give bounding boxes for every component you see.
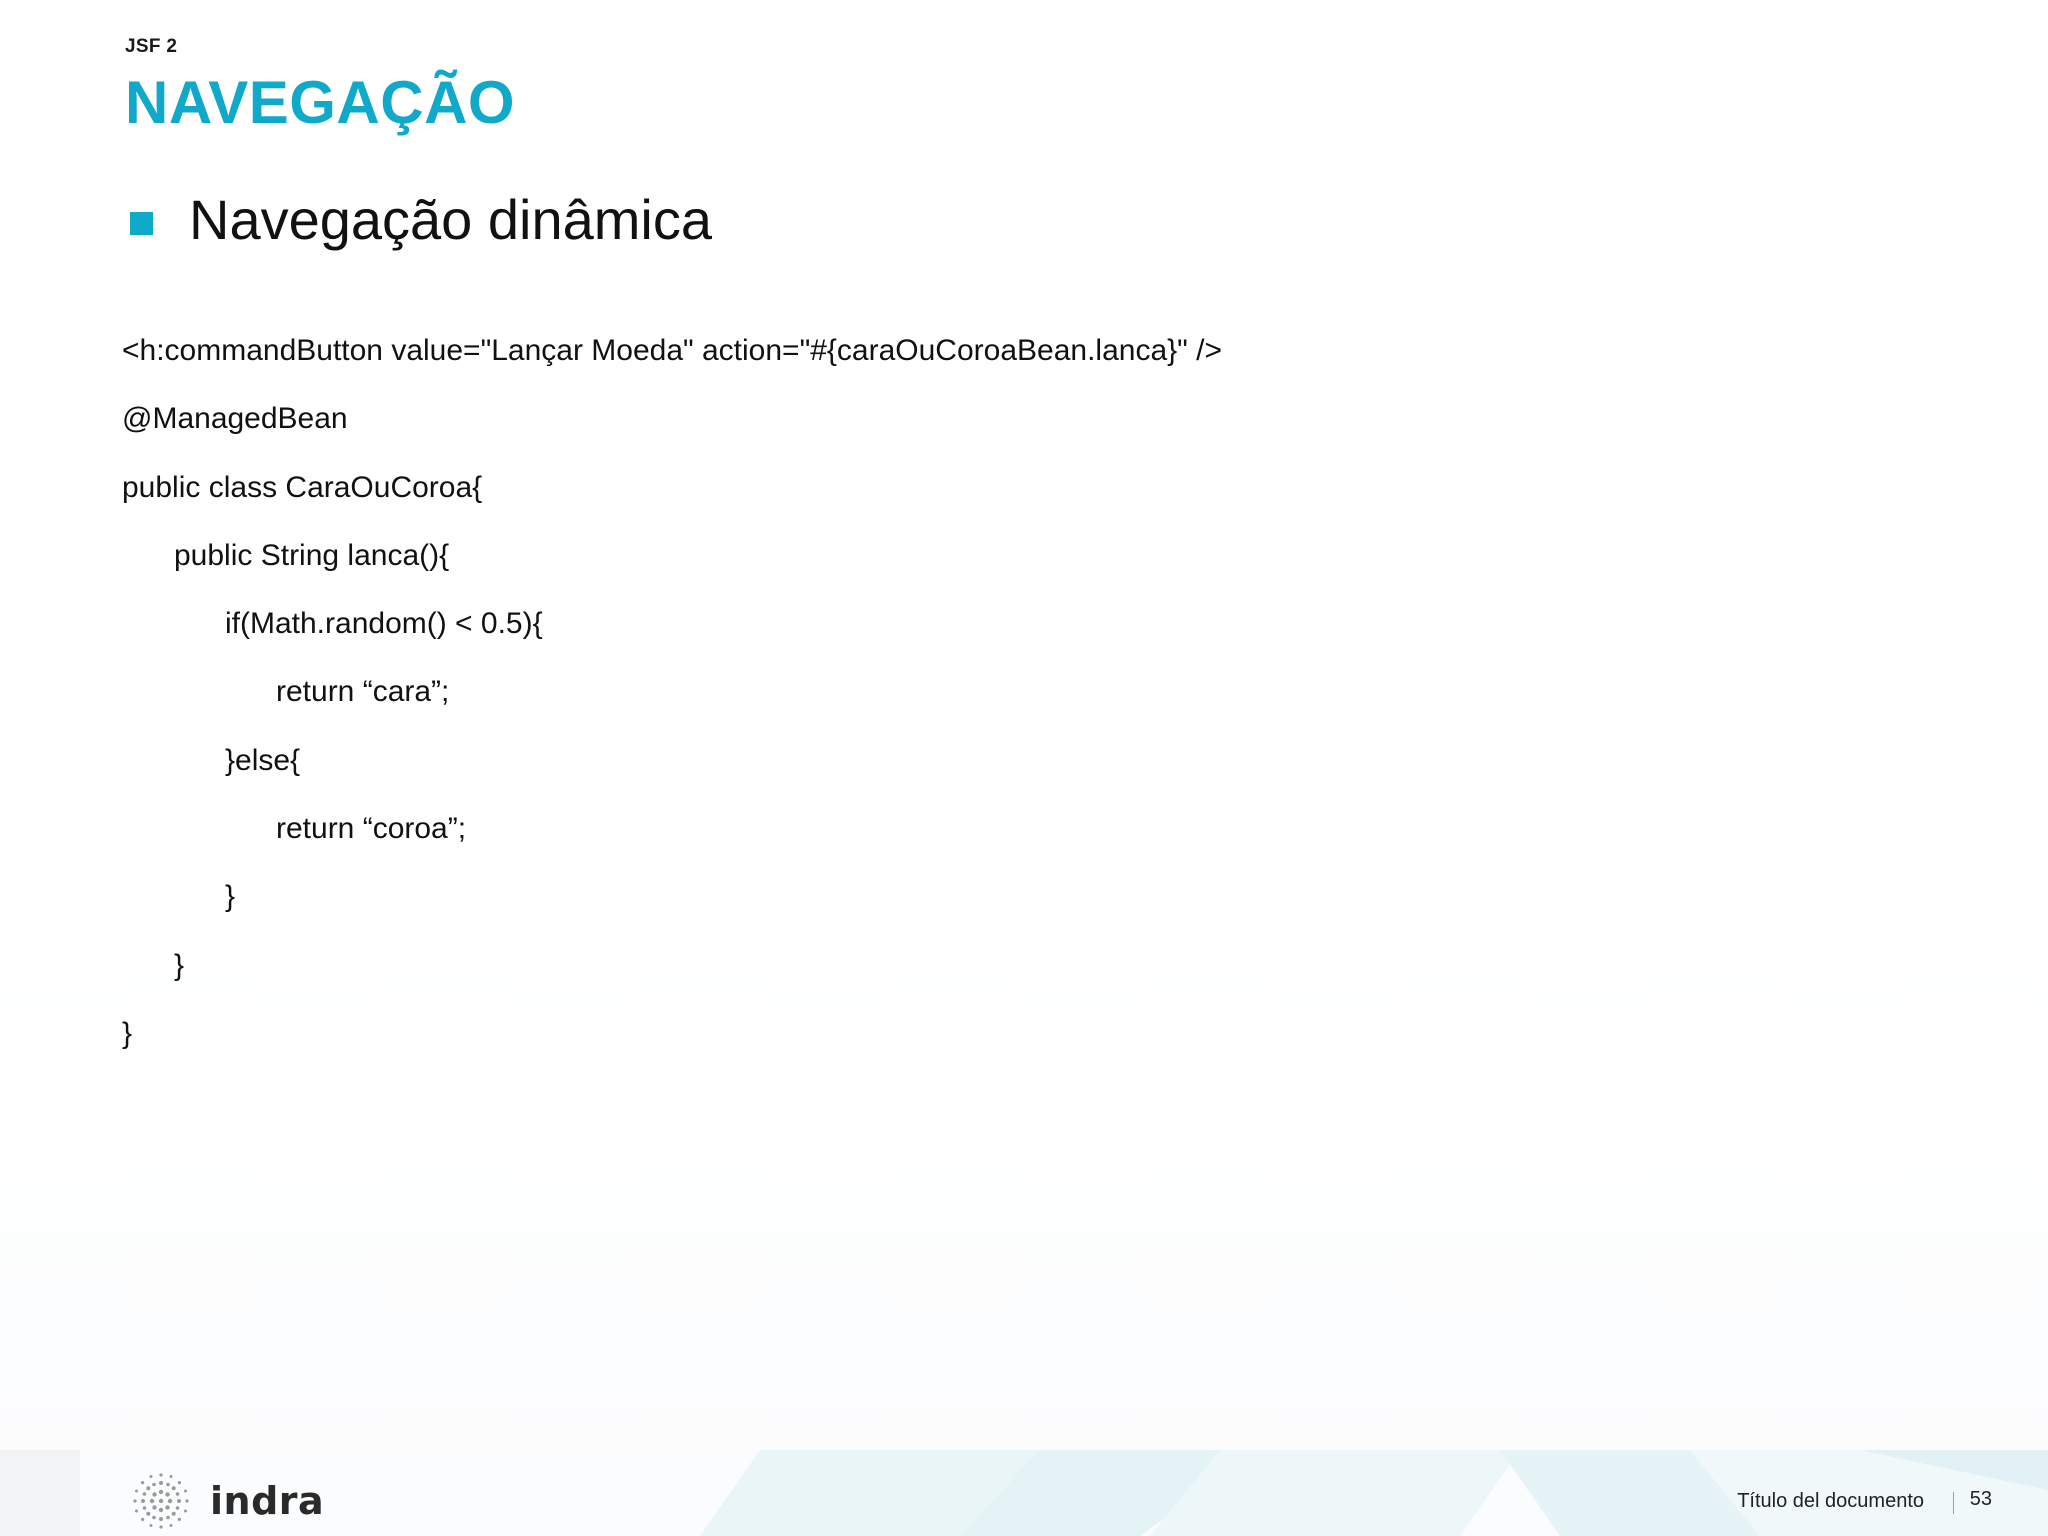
document-title: Título del documento	[1737, 1490, 1924, 1512]
code-line: }	[174, 948, 185, 982]
bullet-item	[130, 186, 712, 253]
page-separator	[1953, 1492, 1954, 1514]
page-number: 53	[1969, 1488, 1992, 1510]
code-line: return “coroa”;	[276, 812, 467, 846]
code-line: }	[225, 880, 236, 914]
logo-text: indra	[210, 1479, 325, 1523]
code-line: @ManagedBean	[122, 402, 348, 436]
code-line: public class CaraOuCoroa{	[122, 470, 483, 504]
bullet-text: Navegação dinâmica	[189, 188, 712, 251]
section-label: JSF 2	[125, 36, 178, 57]
slide-title: NAVEGAÇÃO	[125, 69, 516, 136]
slide-footer	[0, 1450, 2048, 1536]
indra-logo	[130, 1470, 324, 1532]
code-line: <h:commandButton value="Lançar Moeda" action="#{caraOuCoroaBean.lanca}" />	[122, 334, 1222, 367]
square-bullet-icon	[130, 212, 153, 235]
indra-dotted-circle-logo-icon	[130, 1470, 192, 1532]
code-line: }else{	[225, 743, 301, 777]
code-line: if(Math.random() < 0.5){	[225, 607, 543, 641]
code-line: public String lanca(){	[174, 538, 450, 572]
code-line: return “cara”;	[276, 675, 450, 709]
code-line: }	[122, 1016, 133, 1050]
code-block	[122, 327, 1622, 1078]
